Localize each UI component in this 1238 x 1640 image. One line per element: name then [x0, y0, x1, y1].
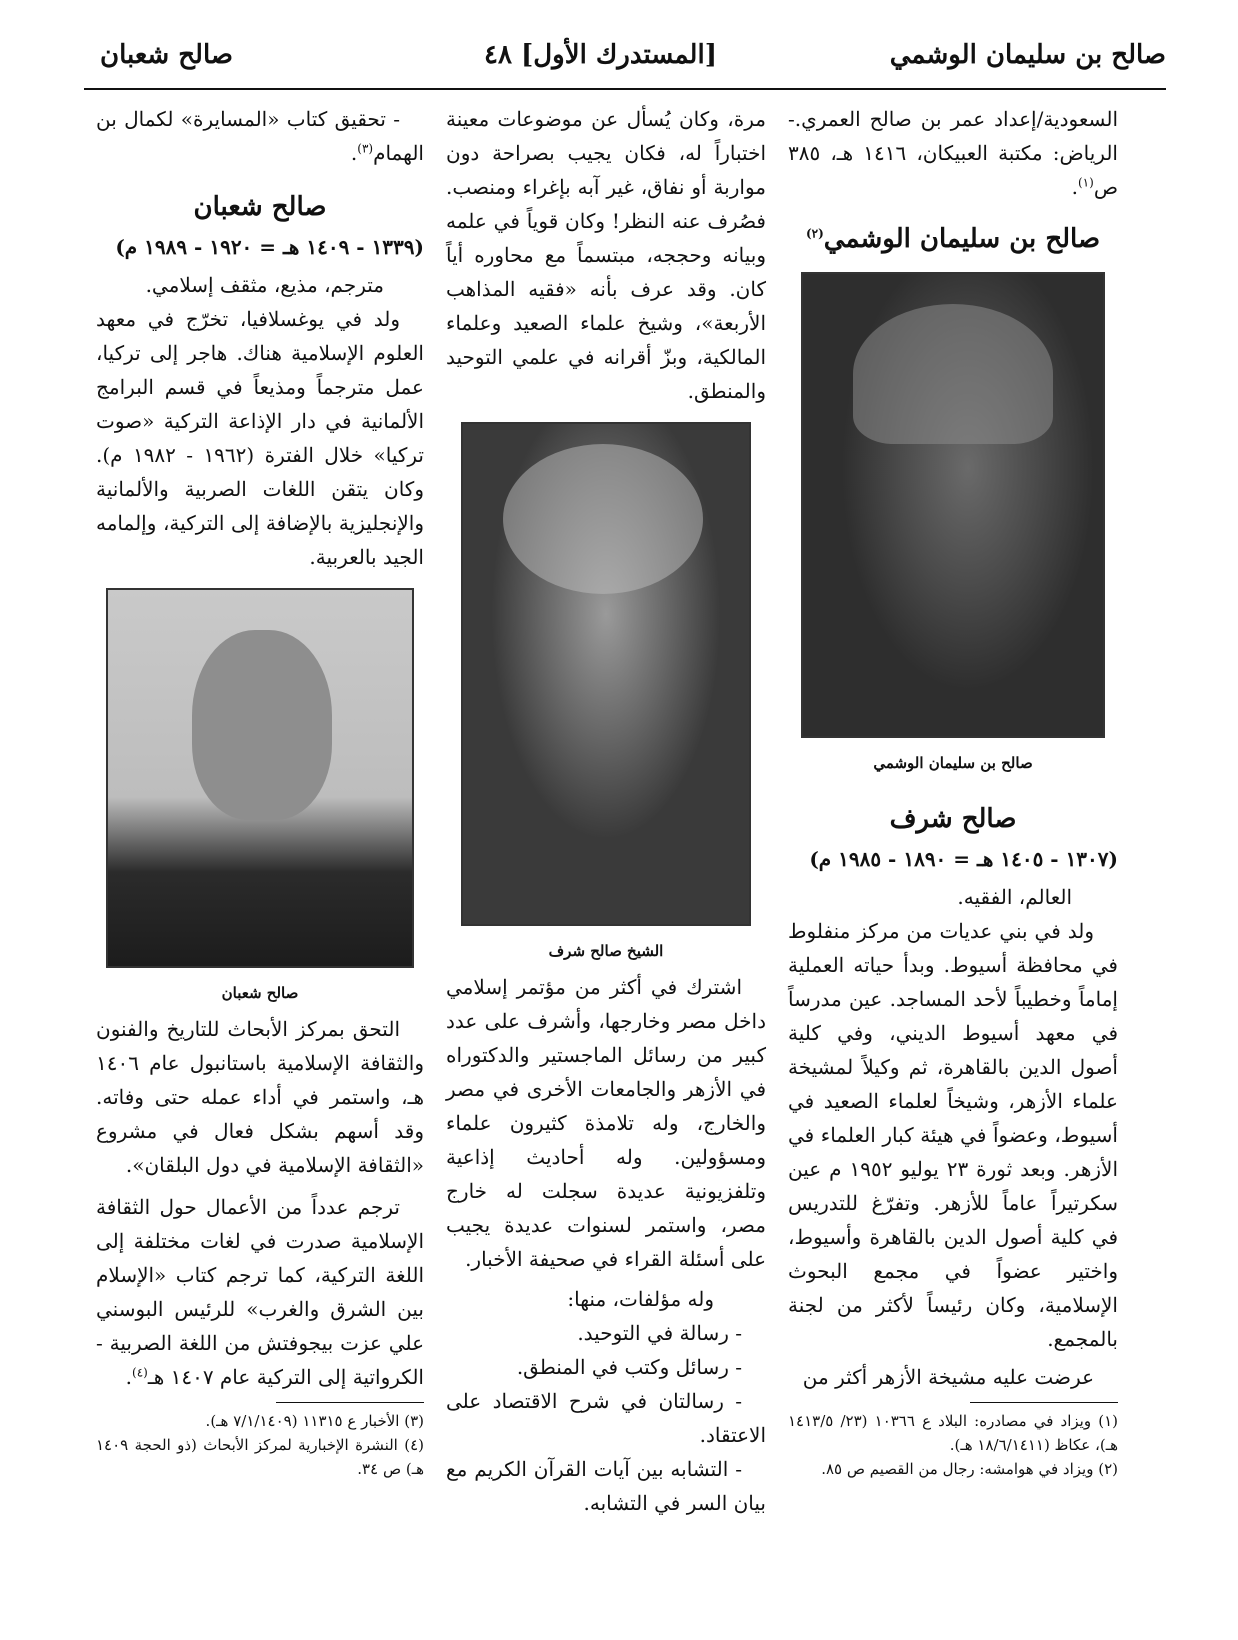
intro-text: السعودية/إعداد عمر بن صالح العمري.- الرياض: مكتبة العبيكان، ١٤١٦ هـ، ٣٨٥ ص$^{(١)}$. — [788, 107, 1118, 199]
works-intro: وله مؤلفات، منها: — [567, 1287, 714, 1311]
entry-body-sharaf: ولد في بني عديات من مركز منفلوط في محافظة أسيوط. وبدأ حياته العملية إماماً وخطيباً لأحد المساجد. عين مدرساً في معهد أسيوط الديني، وفي كلية أصول الدين بالقاهرة، ثم وكيلاً لمشيخة علماء الأزهر، وشيخاً لعلماء الصعيد في أسيوط، وعضواً في هيئة كبار العلماء في الأزهر. وبعد ثورة ٢٣ يوليو ١٩٥٢ م عين سكرتيراً عاماً للأزهر. وتفرّغ للتدريس في كلية أصول الدين بالقاهرة وأسيوط، واختير عضواً في مجمع البحوث الإسلامية، وكان رئيساً لأكثر من لجنة بالمجمع. — [788, 919, 1119, 1351]
footnote-2: (٢) ويزاد في هوامشه: رجال من القصيم ص ٨٥. — [821, 1460, 1118, 1478]
portrait-sharaf — [461, 422, 751, 926]
footnote-3: (٣) الأخبار ع ١١٣١٥ (٧/١/١٤٠٩ هـ). — [205, 1412, 424, 1430]
header-left-title: صالح شعبان — [100, 40, 233, 70]
header-rule — [84, 88, 1166, 90]
entry-body-sharaf-cont: عرضت عليه مشيخة الأزهر أكثر من — [802, 1365, 1094, 1389]
column-right — [788, 102, 1118, 1481]
footnote-ref: (١) — [1077, 175, 1094, 190]
entry-body-shaaban-p1: ولد في يوغسلافيا، تخرّج في معهد العلوم الإسلامية هناك. هاجر إلى تركيا، عمل مترجماً ومذيعاً في قسم البرامج الألمانية في دار الإذاعة التركية «صوت تركيا» خلال الفترة (١٩٦٢ - ١٩٨٢ م). وكان يتقن اللغات الصربية والألمانية والإنجليزية بالإضافة إلى التركية، وإلمامه الجيد بالعربية. — [96, 307, 424, 569]
column-left — [96, 102, 424, 1481]
work-item: - رسالتان في شرح الاقتصاد على الاعتقاد. — [446, 1389, 766, 1447]
footnote-4: (٤) النشرة الإخبارية لمركز الأبحاث (ذو الحجة ١٤٠٩ هـ) ص ٣٤. — [96, 1436, 424, 1478]
entry-dates-sharaf: (١٣٠٧ - ١٤٠٥ هـ = ١٨٩٠ - ١٩٨٥ م) — [809, 847, 1118, 871]
footnote-ref: (٣) — [357, 141, 374, 156]
entry-body-shaaban-p2: التحق بمركز الأبحاث للتاريخ والفنون والثقافة الإسلامية باستانبول عام ١٤٠٦ هـ، واستمر في أداء عمله حتى وفاته. وقد أسهم بشكل فعال في مشروع «الثقافة الإسلامية في دول البلقان». — [96, 1017, 424, 1177]
entry-title-sharaf: صالح شرف — [889, 804, 1017, 834]
portrait-alwashmi — [801, 272, 1105, 738]
footnote-rule — [970, 1402, 1119, 1403]
portrait-shaaban — [106, 588, 414, 968]
entry-title-shaaban: صالح شعبان — [193, 192, 327, 222]
column-middle — [446, 102, 766, 1520]
entry-body-sharaf-p2: اشترك في أكثر من مؤتمر إسلامي داخل مصر وخارجها، وأشرف على عدد كبير من رسائل الماجستير والدكتوراه في الأزهر والجامعات الأخرى في مصر والخارج، وله تلامذة كثيرون علماء ومسؤولين. وله أحاديث إذاعية وتلفزيونية عديدة سجلت له خارج مصر، واستمر لسنوات عديدة يجيب على أسئلة القراء في صحيفة الأخبار. — [446, 975, 766, 1271]
entry-roles-shaaban: مترجم، مذيع، مثقف إسلامي. — [145, 273, 384, 297]
entry-roles-sharaf: العالم، الفقيه. — [957, 885, 1072, 909]
work-item: - رسالة في التوحيد. — [577, 1321, 742, 1345]
footnote-ref: (٢) — [805, 226, 824, 241]
work-item: - التشابه بين آيات القرآن الكريم مع بيان السر في التشابه. — [446, 1457, 766, 1515]
photo-caption-sharaf: الشيخ صالح شرف — [548, 942, 664, 960]
photo-caption-alwashmi: صالح بن سليمان الوشمي — [873, 754, 1033, 772]
footnote-1: (١) ويزاد في مصادره: البلاد ع ١٠٣٦٦ (٢٣/ ١٤١٣/٥ هـ)، عكاظ (١٨/٦/١٤١١ هـ). — [788, 1412, 1118, 1454]
footnote-rule — [276, 1402, 424, 1403]
entry-body-sharaf-p1: مرة، وكان يُسأل عن موضوعات معينة اختباراً له، فكان يجيب بصراحة دون مواربة أو نفاق، غير آبه بإغراء ومنصب. فصُرف عنه النظر! وكان قوياً في علمه وبيانه وحججه، مبتسماً مع محاوره أياً كان. وقد عرف بأنه «فقيه المذاهب الأربعة»، وشيخ علماء الصعيد وعلماء المالكية، وبزّ أقرانه في علمي التوحيد والمنطق. — [446, 107, 766, 403]
photo-caption-shaaban: صالح شعبان — [221, 984, 299, 1002]
entry-body-shaaban-p3: ترجم عدداً من الأعمال حول الثقافة الإسلامية صدرت في لغات مختلفة إلى اللغة التركية، كما ترجم كتاب «الإسلام بين الشرق والغرب» للرئيس البوسني علي عزت بيجوفتش من اللغة الصربية - الكرواتية إلى التركية عام ١٤٠٧ هـ$^{(٤)}$. — [96, 1195, 424, 1389]
work-item: - رسائل وكتب في المنطق. — [516, 1355, 742, 1379]
footnote-ref: (٤) — [132, 1365, 148, 1380]
header-center-title: [المستدرك الأول] ٤٨ — [484, 40, 717, 70]
entry-title-alwashmi: صالح بن سليمان الوشمي$^{(٢)}$ — [805, 224, 1101, 254]
entry-dates-shaaban: (١٣٣٩ - ١٤٠٩ هـ = ١٩٢٠ - ١٩٨٩ م) — [115, 235, 424, 259]
header-right-title: صالح بن سليمان الوشمي — [889, 40, 1166, 70]
work-item: - تحقيق كتاب «المسايرة» لكمال بن الهمام$^{(٣)}$. — [96, 107, 424, 165]
